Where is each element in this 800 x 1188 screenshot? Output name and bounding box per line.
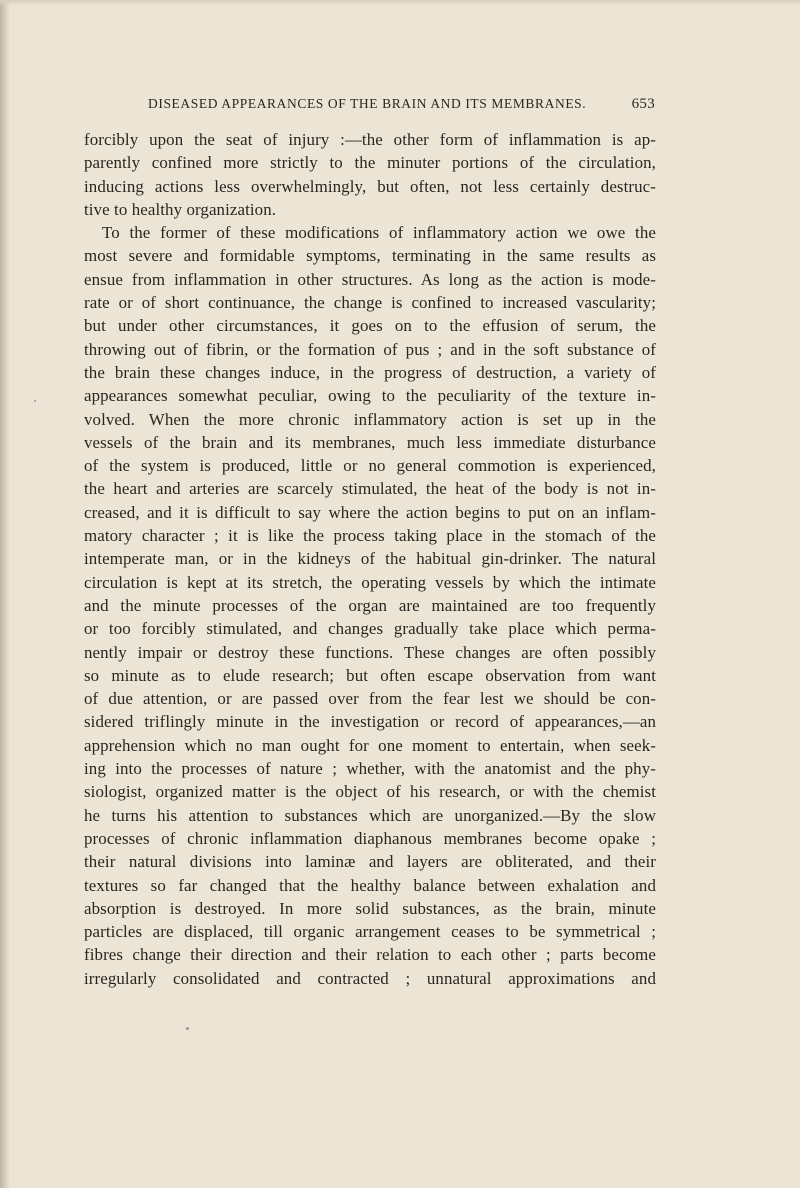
text-line: inducing actions less overwhelmingly, but often, not less certainly destruc-: [84, 176, 656, 196]
text-line: nently impair or destroy these functions. These changes are often possibly: [84, 642, 656, 662]
text-line: or too forcibly stimulated, and changes gradually take place which perma-: [84, 619, 656, 639]
text-line: apprehension which no man ought for one moment to entertain, when seek-: [84, 735, 656, 755]
text-line: rate or of short continuance, the change is confined to increased vascularity;: [84, 293, 656, 313]
text-line: siologist, organized matter is the object of his research, or with the chemist: [84, 782, 656, 802]
text-line: absorption is destroyed. In more solid substances, as the brain, minute: [84, 898, 656, 918]
text-line: their natural divisions into laminæ and layers are obliterated, and their: [84, 852, 656, 872]
text-line: irregularly consolidated and contracted ; unnatural approximations and: [84, 968, 656, 988]
text-line: creased, and it is difficult to say where the action begins to put on an inflam-: [84, 502, 656, 522]
paper-speck: [186, 1027, 189, 1030]
text-line: particles are displaced, till organic arrangement ceases to be symmetrical ;: [84, 922, 656, 942]
page-top-shadow: [0, 0, 800, 6]
text-line: sidered triflingly minute in the investigation or record of appearances,—an: [84, 712, 656, 732]
text-line: appearances somewhat peculiar, owing to the peculiarity of the texture in-: [84, 386, 656, 406]
body-text: [84, 128, 656, 990]
text-line: of the system is produced, little or no general commotion is experienced,: [84, 456, 656, 476]
text-line: matory character ; it is like the process taking place in the stomach of the: [84, 526, 656, 546]
text-line: of due attention, or are passed over from the fear lest we should be con-: [84, 689, 656, 709]
running-head-title: DISEASED APPEARANCES OF THE BRAIN AND ITS MEMBRANES.: [148, 96, 587, 111]
running-head: [148, 96, 655, 118]
text-line: he turns his attention to substances which are unorganized.—By the slow: [84, 805, 656, 825]
text-line: processes of chronic inflammation diaphanous membranes become opake ;: [84, 828, 656, 848]
text-line: forcibly upon the seat of injury :—the other form of inflammation is ap-: [84, 130, 656, 149]
text-line: volved. When the more chronic inflammatory action is set up in the: [84, 409, 656, 429]
paper-speck: [34, 400, 36, 402]
text-line: To the former of these modifications of inflammatory action we owe the: [102, 223, 656, 243]
text-line: parently confined more strictly to the minuter portions of the circulation,: [84, 153, 656, 173]
text-line: ensue from inflammation in other structures. As long as the action is mode-: [84, 269, 656, 289]
text-line: the brain these changes induce, in the progress of destruction, a variety of: [84, 362, 656, 382]
page-number: 653: [631, 96, 655, 112]
text-line: fibres change their direction and their relation to each other ; parts become: [84, 945, 656, 965]
text-line: ing into the processes of nature ; whether, with the anatomist and the phy-: [84, 759, 656, 779]
text-line: so minute as to elude research; but often escape observation from want: [84, 665, 656, 685]
text-line: circulation is kept at its stretch, the operating vessels by which the intimate: [84, 572, 656, 592]
text-line: most severe and formidable symptoms, terminating in the same results as: [84, 246, 656, 266]
text-line: intemperate man, or in the kidneys of the habitual gin-drinker. The natural: [84, 549, 656, 569]
text-line: tive to healthy organization.: [84, 199, 277, 219]
text-line: the heart and arteries are scarcely stimulated, the heat of the body is not in-: [84, 479, 656, 499]
page-edge-shadow: [0, 0, 10, 1188]
text-line: vessels of the brain and its membranes, much less immediate disturbance: [84, 432, 656, 452]
text-line: but under other circumstances, it goes on to the effusion of serum, the: [84, 316, 656, 336]
text-line: throwing out of fibrin, or the formation of pus ; and in the soft substance of: [84, 339, 656, 359]
text-line: textures so far changed that the healthy balance between exhalation and: [84, 875, 656, 895]
text-line: and the minute processes of the organ are maintained are too frequently: [84, 595, 656, 615]
